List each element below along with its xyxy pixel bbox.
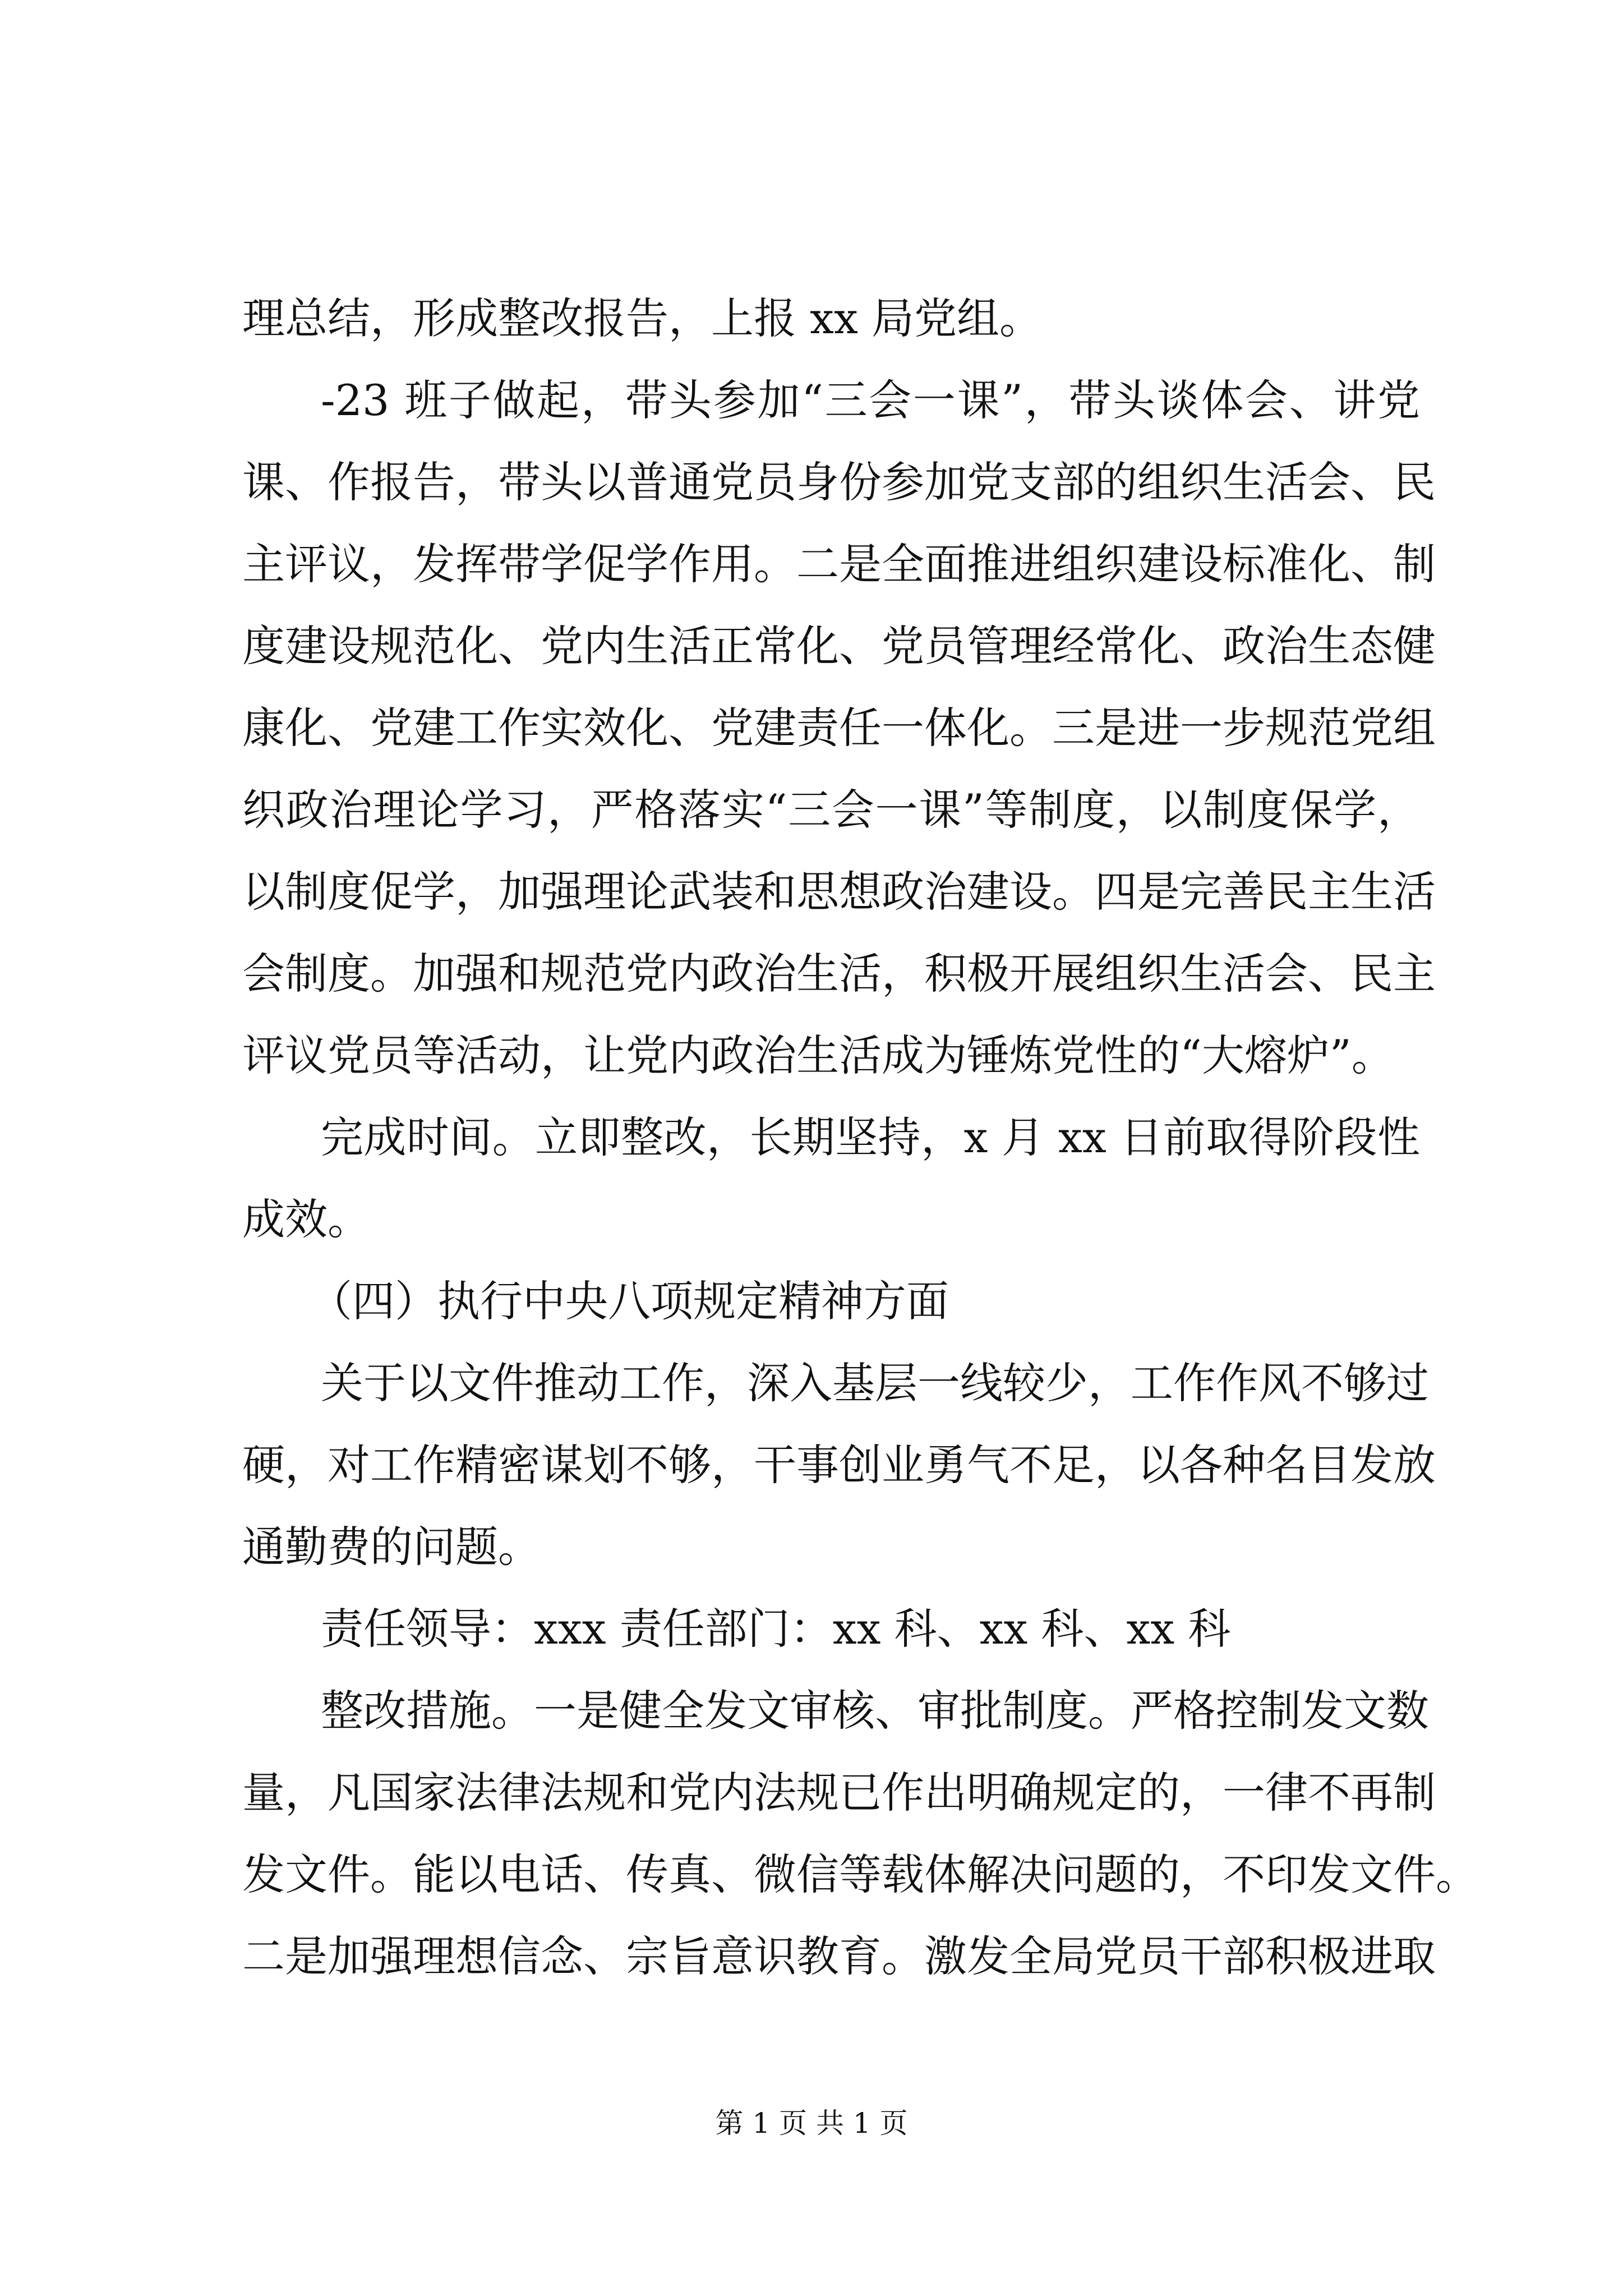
paragraph-line: 织政治理论学习，严格落实“三会一课”等制度，以制度保学， — [242, 785, 1420, 835]
paragraph-line: 整改措施。一是健全发文审核、审批制度。严格控制发文数 — [321, 1686, 1429, 1736]
paragraph-line: 度建设规范化、党内生活正常化、党员管理经常化、政治生态健 — [242, 621, 1436, 671]
responsibility-line: 责任领导：xxx 责任部门：xx 科、xx 科、xx 科 — [321, 1604, 1231, 1654]
paragraph-line: 评议党员等活动，让党内政治生活成为锤炼党性的“大熔炉”。 — [242, 1030, 1394, 1080]
page-footer: 第 1 页 共 1 页 — [715, 2107, 908, 2139]
paragraph-line: 通勤费的问题。 — [242, 1522, 541, 1572]
paragraph-line: 以制度促学，加强理论武装和思想政治建设。四是完善民主生活 — [242, 867, 1436, 917]
paragraph-line: 二是加强理想信念、宗旨意识教育。激发全局党员干部积极进取 — [242, 1931, 1436, 1981]
paragraph-line: 发文件。能以电话、传真、微信等载体解决问题的，不印发文件。 — [242, 1849, 1478, 1899]
document-body — [242, 278, 1478, 1998]
section-heading: （四）执行中央八项规定精神方面 — [310, 1276, 949, 1326]
paragraph-line: 主评议，发挥带学促学作用。二是全面推进组织建设标准化、制 — [242, 539, 1436, 589]
paragraph-line: 康化、党建工作实效化、党建责任一体化。三是进一步规范党组 — [242, 703, 1436, 753]
paragraph-line: 硬，对工作精密谋划不够，干事创业勇气不足，以各种名目发放 — [242, 1440, 1436, 1490]
paragraph-line: 会制度。加强和规范党内政治生活，积极开展组织生活会、民主 — [242, 949, 1436, 999]
paragraph-line: 关于以文件推动工作，深入基层一线较少，工作作风不够过 — [321, 1358, 1429, 1408]
paragraph-line: 量，凡国家法律法规和党内法规已作出明确规定的，一律不再制 — [242, 1768, 1436, 1818]
paragraph-line: -23 班子做起，带头参加“三会一课”，带头谈体会、讲党 — [321, 375, 1420, 425]
paragraph-line: 课、作报告，带头以普通党员身份参加党支部的组织生活会、民 — [242, 457, 1436, 507]
paragraph-line: 理总结，形成整改报告，上报 xx 局党组。 — [242, 293, 1043, 343]
paragraph-line: 成效。 — [242, 1194, 370, 1244]
paragraph-line: 完成时间。立即整改，长期坚持，x 月 xx 日前取得阶段性 — [321, 1112, 1420, 1162]
